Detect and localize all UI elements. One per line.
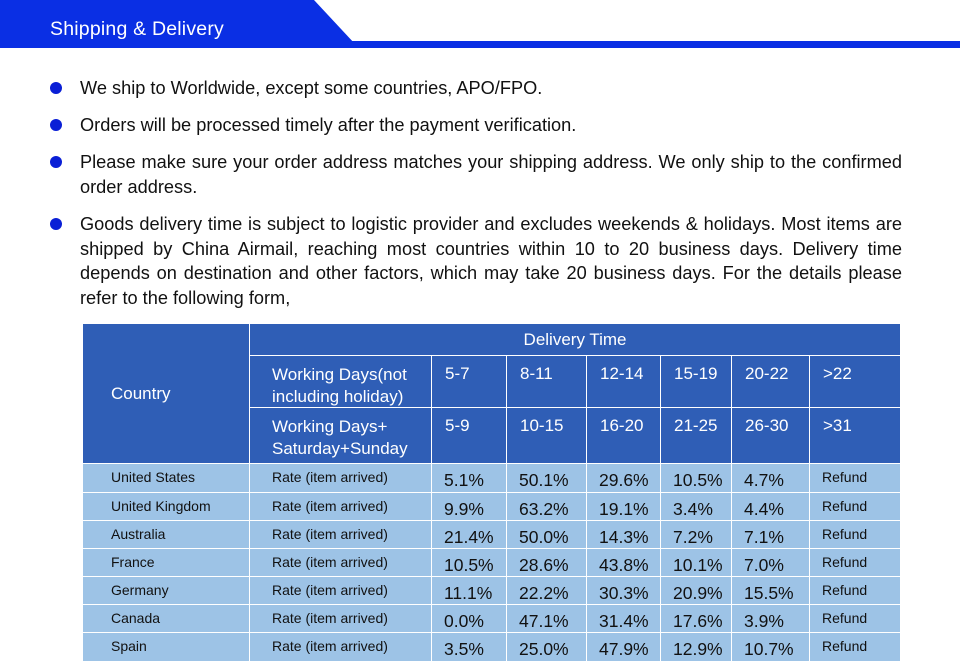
rate-value-cell: 3.5% [432, 633, 507, 662]
rate-label-cell: Rate (item arrived) [250, 577, 432, 605]
rate-value-cell: 7.2% [661, 521, 732, 549]
weekend-days-value: 21-25 [661, 408, 732, 464]
refund-cell: Refund [810, 605, 901, 633]
bullet-icon [50, 82, 62, 94]
country-cell: United Kingdom [83, 493, 250, 521]
table-row [83, 464, 901, 493]
rate-value-cell: 31.4% [587, 605, 661, 633]
delivery-time-header: Delivery Time [250, 324, 901, 356]
weekend-days-value: 16-20 [587, 408, 661, 464]
rate-value-cell: 28.6% [507, 549, 587, 577]
working-days-label: Working Days(not including holiday) [250, 356, 432, 408]
rate-label-cell: Rate (item arrived) [250, 605, 432, 633]
country-cell: France [83, 549, 250, 577]
bullet-icon [50, 119, 62, 131]
country-header: Country [83, 324, 250, 464]
rate-label-cell: Rate (item arrived) [250, 521, 432, 549]
working-days-value: 15-19 [661, 356, 732, 408]
working-days-value: 5-7 [432, 356, 507, 408]
rate-value-cell: 3.4% [661, 493, 732, 521]
rate-value-cell: 4.7% [732, 464, 810, 493]
working-days-value: >22 [810, 356, 901, 408]
rate-value-cell: 7.1% [732, 521, 810, 549]
rate-value-cell: 25.0% [507, 633, 587, 662]
list-item [80, 76, 902, 101]
rate-value-cell: 30.3% [587, 577, 661, 605]
country-cell: Germany [83, 577, 250, 605]
rate-value-cell: 7.0% [732, 549, 810, 577]
list-item [80, 150, 902, 199]
rate-value-cell: 10.1% [661, 549, 732, 577]
bullet-icon [50, 156, 62, 168]
rate-value-cell: 63.2% [507, 493, 587, 521]
rate-value-cell: 50.0% [507, 521, 587, 549]
list-item [80, 212, 902, 310]
rate-value-cell: 17.6% [661, 605, 732, 633]
refund-cell: Refund [810, 521, 901, 549]
refund-cell: Refund [810, 493, 901, 521]
rate-value-cell: 10.5% [432, 549, 507, 577]
delivery-time-table [82, 323, 901, 662]
weekend-days-value: 26-30 [732, 408, 810, 464]
weekend-days-value: 5-9 [432, 408, 507, 464]
rate-value-cell: 15.5% [732, 577, 810, 605]
list-item [80, 113, 902, 138]
weekend-days-value: 10-15 [507, 408, 587, 464]
rate-value-cell: 19.1% [587, 493, 661, 521]
rate-value-cell: 9.9% [432, 493, 507, 521]
rate-value-cell: 29.6% [587, 464, 661, 493]
rate-value-cell: 3.9% [732, 605, 810, 633]
working-days-value: 20-22 [732, 356, 810, 408]
list-item-text: Please make sure your order address matches your shipping address. We only ship to the confirmed order address. [80, 152, 902, 197]
rate-value-cell: 0.0% [432, 605, 507, 633]
table-row [83, 493, 901, 521]
rate-value-cell: 43.8% [587, 549, 661, 577]
table-row [83, 633, 901, 662]
rate-value-cell: 50.1% [507, 464, 587, 493]
rate-value-cell: 47.9% [587, 633, 661, 662]
rate-value-cell: 47.1% [507, 605, 587, 633]
weekend-days-value: >31 [810, 408, 901, 464]
refund-cell: Refund [810, 633, 901, 662]
working-days-value: 12-14 [587, 356, 661, 408]
rate-label-cell: Rate (item arrived) [250, 633, 432, 662]
refund-cell: Refund [810, 464, 901, 493]
section-title: Shipping & Delivery [50, 18, 224, 40]
country-cell: Australia [83, 521, 250, 549]
rate-value-cell: 10.7% [732, 633, 810, 662]
rate-value-cell: 11.1% [432, 577, 507, 605]
rate-value-cell: 12.9% [661, 633, 732, 662]
rate-value-cell: 5.1% [432, 464, 507, 493]
rate-value-cell: 4.4% [732, 493, 810, 521]
rate-value-cell: 20.9% [661, 577, 732, 605]
bullet-icon [50, 218, 62, 230]
list-item-text: Orders will be processed timely after the payment verification. [80, 115, 577, 135]
table-body [83, 464, 901, 662]
table-header-row [83, 324, 901, 356]
refund-cell: Refund [810, 577, 901, 605]
weekend-days-label: Working Days+ Saturday+Sunday [250, 408, 432, 464]
rate-value-cell: 14.3% [587, 521, 661, 549]
section-header [0, 0, 960, 50]
rate-value-cell: 21.4% [432, 521, 507, 549]
table-row [83, 605, 901, 633]
table-row [83, 549, 901, 577]
list-item-text: Goods delivery time is subject to logistic provider and excludes weekends & holidays. Most items are shipped by China Airmail, reaching most countries within 10 to 20 business days. Delivery time depends on destination and other factors, which may take 20 business days. For the details please refer to the following form, [80, 214, 902, 308]
rate-value-cell: 22.2% [507, 577, 587, 605]
table-row [83, 521, 901, 549]
country-cell: United States [83, 464, 250, 493]
country-cell: Spain [83, 633, 250, 662]
country-cell: Canada [83, 605, 250, 633]
rate-label-cell: Rate (item arrived) [250, 493, 432, 521]
rate-value-cell: 10.5% [661, 464, 732, 493]
rate-label-cell: Rate (item arrived) [250, 464, 432, 493]
working-days-value: 8-11 [507, 356, 587, 408]
refund-cell: Refund [810, 549, 901, 577]
table-row [83, 577, 901, 605]
rate-label-cell: Rate (item arrived) [250, 549, 432, 577]
list-item-text: We ship to Worldwide, except some countries, APO/FPO. [80, 78, 543, 98]
